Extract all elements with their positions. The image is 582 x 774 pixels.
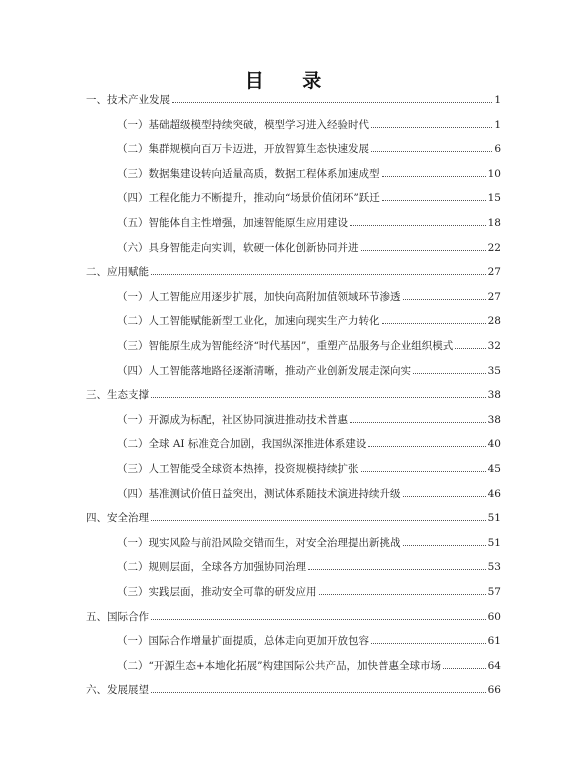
toc-leader-dots — [371, 634, 486, 644]
toc-page-number: 10 — [487, 167, 501, 180]
toc-section-entry[interactable] — [86, 683, 501, 697]
toc-leader-dots — [403, 536, 486, 546]
toc-entry-label: （二）规则层面，全球各方加强协同治理 — [117, 561, 306, 574]
toc-page-number: 27 — [487, 266, 501, 279]
toc-entry-label: （四）工程化能力不断提升，推动向“场景价值闭环”跃迁 — [117, 192, 380, 205]
toc-subsection-entry[interactable] — [117, 290, 501, 304]
toc-page-number: 40 — [487, 438, 501, 451]
toc-leader-dots — [350, 413, 486, 423]
toc-subsection-entry[interactable] — [117, 413, 501, 427]
toc-leader-dots — [382, 191, 486, 201]
toc-leader-dots — [361, 241, 486, 251]
toc-entry-label: （一）人工智能应用逐步扩展，加快向高附加值领域环节渗透 — [117, 290, 401, 303]
toc-page-number: 22 — [487, 241, 501, 254]
toc-entry-label: （二）人工智能赋能新型工业化，加速向现实生产力转化 — [117, 315, 380, 328]
toc-subsection-entry[interactable] — [117, 314, 501, 328]
toc-section-entry[interactable] — [86, 610, 501, 624]
toc-subsection-entry[interactable] — [117, 167, 501, 181]
toc-entry-label: （四）基准测试价值日益突出，测试体系随技术演进持续升级 — [117, 487, 401, 500]
toc-entry-label: （三）人工智能受全球资本热捧，投资规模持续扩张 — [117, 463, 359, 475]
toc-leader-dots — [151, 610, 486, 620]
toc-subsection-entry[interactable] — [117, 487, 501, 501]
toc-entry-label: （五）智能体自主性增强，加速智能原生应用建设 — [117, 217, 348, 229]
toc-page-number: 51 — [487, 536, 501, 549]
toc-subsection-entry[interactable] — [117, 560, 501, 574]
toc-subsection-entry[interactable] — [117, 585, 501, 599]
toc-subsection-entry[interactable] — [117, 216, 501, 230]
toc-page-number: 38 — [487, 389, 501, 402]
toc-subsection-entry[interactable] — [117, 437, 501, 451]
toc-subsection-entry[interactable] — [117, 339, 501, 353]
toc-title: 目 录 — [244, 70, 338, 92]
toc-leader-dots — [350, 216, 486, 226]
toc-page-number: 27 — [487, 290, 501, 303]
toc-leader-dots — [403, 290, 486, 300]
toc-entry-label: （一）基础超级模型持续突破，模型学习进入经验时代 — [117, 118, 369, 131]
toc-page-number: 61 — [487, 635, 501, 648]
toc-page-number: 1 — [494, 118, 501, 131]
toc-entry-label: 四、安全治理 — [86, 512, 149, 525]
toc-entry-label: （二）集群规模向百万卡迈进，开放智算生态快速发展 — [117, 143, 369, 156]
toc-page-number: 35 — [487, 364, 501, 377]
toc-subsection-entry[interactable] — [117, 191, 501, 205]
toc-subsection-entry[interactable] — [117, 634, 501, 648]
toc-leader-dots — [413, 364, 486, 374]
toc-subsection-entry[interactable] — [117, 241, 501, 255]
toc-page-number: 15 — [487, 192, 501, 205]
toc-entry-label: 一、技术产业发展 — [86, 94, 170, 106]
toc-page-number: 46 — [487, 487, 501, 500]
toc-leader-dots — [371, 118, 492, 128]
toc-entry-label: （二）全球 AI 标准竞合加剧，我国纵深推进体系建设 — [117, 438, 367, 451]
toc-page-number: 38 — [487, 413, 501, 426]
toc-page-number: 1 — [494, 94, 501, 106]
toc-leader-dots — [151, 683, 486, 693]
toc-leader-dots — [455, 339, 485, 349]
toc-entry-label: （一）开源成为标配，社区协同演进推动技术普惠 — [117, 413, 348, 426]
toc-leader-dots — [151, 265, 486, 275]
toc-page-number: 51 — [487, 512, 501, 525]
toc-page-number: 32 — [487, 340, 501, 352]
toc-leader-dots — [172, 93, 492, 103]
toc-leader-dots — [151, 388, 486, 398]
toc-entry-label: （一）现实风险与前沿风险交错而生，对安全治理提出新挑战 — [117, 536, 401, 549]
toc-subsection-entry[interactable] — [117, 118, 501, 132]
toc-entry-label: 五、国际合作 — [86, 610, 149, 623]
toc-page-number: 64 — [487, 659, 501, 672]
toc-entry-label: 二、应用赋能 — [86, 266, 149, 279]
toc-page-number: 18 — [487, 217, 501, 229]
toc-page-number: 28 — [487, 315, 501, 328]
toc-leader-dots — [368, 437, 485, 447]
toc-subsection-entry[interactable] — [117, 364, 501, 378]
toc-entry-label: （四）人工智能落地路径逐渐清晰，推动产业创新发展走深向实 — [117, 364, 411, 377]
toc-subsection-entry[interactable] — [117, 659, 501, 673]
toc-entry-label: 六、发展展望 — [86, 684, 149, 697]
toc-section-entry[interactable] — [86, 93, 501, 107]
toc-page-number: 60 — [487, 610, 501, 623]
toc-page-number: 6 — [494, 143, 501, 156]
toc-entry-label: （二）“开源生态+本地化拓展”构建国际公共产品，加快普惠全球市场 — [117, 659, 442, 672]
toc-leader-dots — [443, 659, 486, 669]
toc-entry-label: （三）实践层面，推动安全可靠的研发应用 — [117, 586, 317, 598]
toc-section-entry[interactable] — [86, 265, 501, 279]
toc-entry-label: （三）智能原生成为智能经济“时代基因”，重塑产品服务与企业组织模式 — [117, 340, 454, 352]
toc-leader-dots — [371, 142, 492, 152]
toc-entry-label: （三）数据集建设转向适量高质，数据工程体系加速成型 — [117, 167, 380, 180]
toc-page-number: 57 — [487, 586, 501, 598]
toc-section-entry[interactable] — [86, 511, 501, 525]
toc-page-number: 66 — [487, 684, 501, 697]
toc-entry-label: （一）国际合作增量扩面提质，总体走向更加开放包容 — [117, 635, 369, 648]
toc-leader-dots — [382, 314, 486, 324]
toc-leader-dots — [319, 585, 486, 595]
toc-page-number: 45 — [487, 463, 501, 475]
toc-section-entry[interactable] — [86, 388, 501, 402]
toc-leader-dots — [308, 560, 486, 570]
toc-page-number: 53 — [487, 561, 501, 574]
toc-entry-label: 三、生态支撑 — [86, 389, 149, 402]
toc-subsection-entry[interactable] — [117, 462, 501, 476]
toc-leader-dots — [382, 167, 486, 177]
toc-leader-dots — [151, 511, 486, 521]
toc-subsection-entry[interactable] — [117, 142, 501, 156]
toc-entry-label: （六）具身智能走向实训，软硬一体化创新协同并进 — [117, 241, 359, 254]
toc-leader-dots — [403, 487, 486, 497]
toc-subsection-entry[interactable] — [117, 536, 501, 550]
toc-leader-dots — [361, 462, 486, 472]
